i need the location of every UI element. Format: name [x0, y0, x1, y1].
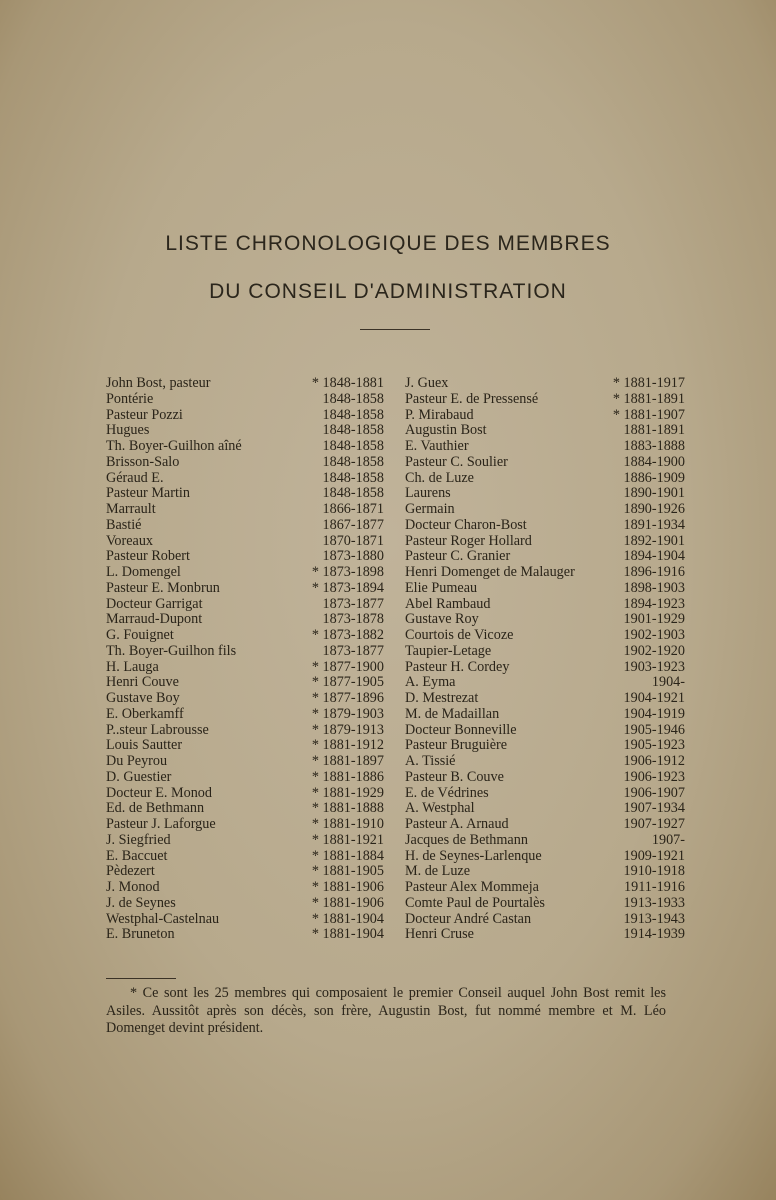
member-row: [106, 707, 384, 723]
member-name: Pèdezert: [106, 863, 155, 880]
member-name: Pasteur Roger Hollard: [405, 532, 532, 549]
member-row: [106, 723, 384, 739]
member-row: [405, 754, 685, 770]
member-name: Docteur André Castan: [405, 910, 532, 927]
member-years: * 1881-1888: [311, 800, 384, 817]
member-name: J. Guex: [405, 375, 449, 391]
member-years: * 1881-1910: [311, 816, 384, 832]
member-name: Ch. de Luze: [405, 469, 474, 486]
member-years: 1890-1926: [623, 501, 685, 517]
member-years: * 1881-1907: [612, 406, 685, 423]
member-row: [405, 660, 685, 676]
member-name: Pasteur C. Granier: [405, 548, 511, 565]
member-years: * 1877-1900: [311, 658, 384, 675]
member-years: * 1881-1884: [311, 847, 384, 864]
member-years: 1894-1923: [623, 595, 685, 612]
member-years: 1909-1921: [623, 847, 685, 864]
member-row: [106, 849, 384, 865]
member-name: Pasteur Bruguière: [405, 737, 508, 754]
member-years: 1914-1939: [623, 926, 685, 943]
member-years: 1890-1901: [623, 485, 685, 502]
member-name: Pasteur Martin: [106, 485, 190, 502]
member-row: [405, 691, 685, 707]
member-row: [106, 518, 384, 534]
member-row: [405, 801, 685, 817]
member-name: Germain: [405, 501, 455, 517]
member-name: Voreaux: [106, 532, 154, 549]
member-name: Augustin Bost: [405, 422, 487, 439]
member-name: Courtois de Vicoze: [405, 627, 514, 643]
member-name: Louis Sautter: [106, 737, 183, 754]
member-row: [405, 486, 685, 502]
member-years: 1905-1923: [623, 737, 685, 754]
member-row: [405, 833, 685, 849]
member-name: D. Guestier: [106, 768, 172, 785]
member-row: [106, 376, 384, 392]
member-row: [106, 597, 384, 613]
member-years: * 1881-1906: [311, 879, 384, 895]
member-row: [405, 786, 685, 802]
member-name: Brisson-Salo: [106, 453, 180, 470]
member-name: M. de Luze: [405, 863, 471, 880]
member-years: 1906-1923: [623, 768, 685, 785]
member-years: 1896-1916: [623, 564, 685, 580]
member-name: Pasteur E. de Pressensé: [405, 390, 539, 407]
member-name: Ed. de Bethmann: [106, 800, 205, 817]
members-list-left: [106, 376, 384, 943]
member-row: [405, 502, 685, 518]
member-name: H. Lauga: [106, 658, 159, 675]
member-years: 1867-1877: [322, 516, 384, 533]
member-row: [106, 549, 384, 565]
member-name: Pasteur E. Monbrun: [106, 579, 220, 596]
member-years: 1913-1933: [623, 894, 685, 911]
member-name: Elie Pumeau: [405, 579, 478, 596]
member-row: [405, 534, 685, 550]
member-row: [405, 612, 685, 628]
member-name: E. Bruneton: [106, 926, 175, 943]
member-name: Hugues: [106, 422, 150, 439]
member-years: 1873-1877: [322, 642, 384, 659]
member-years: * 1879-1903: [311, 705, 384, 722]
member-years: * 1848-1881: [311, 375, 384, 391]
member-name: Pontérie: [106, 390, 154, 407]
member-years: 1848-1858: [322, 438, 384, 454]
member-name: P. Mirabaud: [405, 406, 474, 423]
member-years: 1911-1916: [624, 879, 685, 895]
member-row: [106, 628, 384, 644]
member-years: 1866-1871: [322, 501, 384, 517]
member-years: 1906-1907: [623, 784, 685, 801]
member-name: Pasteur Robert: [106, 548, 190, 565]
member-row: [405, 675, 685, 691]
member-years: * 1877-1905: [311, 674, 384, 691]
member-years: 1898-1903: [623, 579, 685, 596]
member-years: * 1881-1886: [311, 768, 384, 785]
member-years: 1873-1878: [322, 611, 384, 628]
member-years: 1848-1858: [322, 453, 384, 470]
member-years: * 1881-1905: [311, 863, 384, 880]
member-years: 1902-1903: [623, 627, 685, 643]
member-row: [106, 392, 384, 408]
member-row: [405, 471, 685, 487]
member-years: 1873-1877: [322, 595, 384, 612]
member-row: [405, 423, 685, 439]
member-row: [405, 723, 685, 739]
member-years: * 1881-1912: [311, 737, 384, 754]
member-name: Comte Paul de Pourtalès: [405, 894, 545, 911]
member-years: 1848-1858: [322, 390, 384, 407]
member-years: 1848-1858: [322, 406, 384, 423]
member-name: J. Monod: [106, 879, 160, 895]
member-years: * 1881-1904: [311, 910, 384, 927]
member-row: [106, 896, 384, 912]
member-row: [106, 581, 384, 597]
member-row: [106, 691, 384, 707]
member-row: [405, 849, 685, 865]
member-row: [405, 628, 685, 644]
member-name: Docteur Garrigat: [106, 595, 203, 612]
member-name: Gustave Roy: [405, 611, 479, 628]
member-years: 1884-1900: [623, 453, 685, 470]
member-row: [106, 927, 384, 943]
title-line-2: DU CONSEIL D'ADMINISTRATION: [209, 280, 567, 303]
member-row: [405, 770, 685, 786]
member-name: Du Peyrou: [106, 753, 168, 769]
member-row: [405, 817, 685, 833]
member-name: Henri Domenget de Malauger: [405, 564, 575, 580]
member-name: E. de Védrines: [405, 784, 489, 801]
members-list-right: [405, 376, 685, 943]
member-years: 1848-1858: [322, 469, 384, 486]
member-row: [405, 439, 685, 455]
member-name: Marrault: [106, 501, 156, 517]
member-name: Laurens: [405, 485, 451, 502]
member-row: [405, 738, 685, 754]
member-name: Pasteur A. Arnaud: [405, 816, 509, 832]
member-row: [106, 864, 384, 880]
member-name: H. de Seynes-Larlenque: [405, 847, 542, 864]
member-years: 1910-1918: [623, 863, 685, 880]
member-name: Géraud E.: [106, 469, 164, 486]
member-name: J. Siegfried: [106, 831, 171, 848]
member-row: [405, 896, 685, 912]
member-name: L. Domengel: [106, 564, 181, 580]
member-row: [405, 912, 685, 928]
member-years: * 1881-1917: [612, 375, 685, 391]
member-row: [106, 675, 384, 691]
member-name: Pasteur Pozzi: [106, 406, 183, 423]
footnote: * Ce sont les 25 membres qui composaient le premier Conseil auquel John Bost remit les Asiles. Aussitôt après son décès, son frère, Augustin Bost, fut nommé membre et M. Léo Domenget devint président.: [106, 985, 666, 1036]
member-years: 1902-1920: [623, 642, 685, 659]
member-name: Abel Rambaud: [405, 595, 491, 612]
member-row: [405, 707, 685, 723]
member-years: 1894-1904: [623, 548, 685, 565]
member-name: G. Fouignet: [106, 627, 174, 643]
member-name: Th. Boyer-Guilhon aîné: [106, 438, 242, 454]
member-years: * 1881-1929: [311, 784, 384, 801]
member-years: 1873-1880: [322, 548, 384, 565]
member-row: [106, 660, 384, 676]
member-years: 1905-1946: [623, 721, 685, 738]
member-name: P..steur Labrousse: [106, 721, 209, 738]
member-row: [405, 597, 685, 613]
member-row: [405, 376, 685, 392]
member-row: [106, 471, 384, 487]
member-row: [405, 927, 685, 943]
member-years: 1904-1921: [623, 690, 685, 706]
footnote-divider: [106, 978, 176, 979]
member-row: [405, 392, 685, 408]
member-years: * 1881-1921: [311, 831, 384, 848]
member-row: [106, 786, 384, 802]
member-name: Th. Boyer-Guilhon fils: [106, 642, 237, 659]
member-name: John Bost, pasteur: [106, 375, 211, 391]
member-years: 1904-: [651, 674, 685, 691]
member-years: * 1881-1891: [612, 390, 685, 407]
member-name: D. Mestrezat: [405, 690, 479, 706]
member-row: [106, 439, 384, 455]
member-row: [405, 644, 685, 660]
member-name: Marraud-Dupont: [106, 611, 203, 628]
member-years: 1891-1934: [623, 516, 685, 533]
member-row: [106, 754, 384, 770]
member-row: [405, 880, 685, 896]
member-row: [405, 408, 685, 424]
member-name: M. de Madaillan: [405, 705, 500, 722]
member-years: 1907-1934: [623, 800, 685, 817]
member-years: * 1873-1882: [311, 627, 384, 643]
member-name: Pasteur Alex Mommeja: [405, 879, 539, 895]
member-name: E. Vauthier: [405, 438, 469, 454]
member-years: 1906-1912: [623, 753, 685, 769]
member-name: E. Baccuet: [106, 847, 168, 864]
member-name: Bastié: [106, 516, 142, 533]
member-name: Pasteur B. Couve: [405, 768, 504, 785]
member-row: [106, 565, 384, 581]
member-years: 1848-1858: [322, 422, 384, 439]
member-years: 1907-: [651, 831, 685, 848]
member-row: [106, 612, 384, 628]
member-years: 1892-1901: [623, 532, 685, 549]
member-name: Henri Cruse: [405, 926, 474, 943]
member-years: * 1879-1913: [311, 721, 384, 738]
member-row: [106, 455, 384, 471]
member-row: [106, 644, 384, 660]
member-years: * 1881-1904: [311, 926, 384, 943]
member-years: 1870-1871: [322, 532, 384, 549]
member-name: Henri Couve: [106, 674, 179, 691]
member-name: A. Tissié: [405, 753, 456, 769]
member-name: A. Eyma: [405, 674, 456, 691]
member-years: 1904-1919: [623, 705, 685, 722]
member-years: 1883-1888: [623, 438, 685, 454]
member-name: Gustave Boy: [106, 690, 180, 706]
member-name: Pasteur J. Laforgue: [106, 816, 216, 832]
member-years: 1907-1927: [623, 816, 685, 832]
member-name: Docteur E. Monod: [106, 784, 212, 801]
member-years: 1903-1923: [623, 658, 685, 675]
member-row: [106, 801, 384, 817]
member-row: [405, 864, 685, 880]
member-name: Pasteur C. Soulier: [405, 453, 508, 470]
member-years: 1913-1943: [623, 910, 685, 927]
member-row: [106, 408, 384, 424]
member-years: * 1873-1898: [311, 564, 384, 580]
member-years: 1886-1909: [623, 469, 685, 486]
member-row: [405, 549, 685, 565]
member-years: 1881-1891: [623, 422, 685, 439]
member-row: [106, 880, 384, 896]
member-years: * 1873-1894: [311, 579, 384, 596]
member-row: [405, 565, 685, 581]
member-row: [106, 486, 384, 502]
member-years: * 1881-1897: [311, 753, 384, 769]
member-years: * 1881-1906: [311, 894, 384, 911]
member-name: E. Oberkamff: [106, 705, 184, 722]
member-years: 1848-1858: [322, 485, 384, 502]
member-name: Docteur Bonneville: [405, 721, 517, 738]
member-name: Taupier-Letage: [405, 642, 492, 659]
title-line-1: LISTE CHRONOLOGIQUE DES MEMBRES: [165, 232, 611, 255]
member-row: [106, 738, 384, 754]
member-row: [106, 912, 384, 928]
member-row: [405, 455, 685, 471]
member-name: J. de Seynes: [106, 894, 176, 911]
member-row: [106, 833, 384, 849]
member-row: [106, 534, 384, 550]
member-row: [106, 423, 384, 439]
member-years: * 1877-1896: [311, 690, 384, 706]
member-row: [405, 518, 685, 534]
member-name: Westphal-Castelnau: [106, 910, 220, 927]
member-row: [405, 581, 685, 597]
member-row: [106, 817, 384, 833]
member-name: A. Westphal: [405, 800, 475, 817]
title-divider: [360, 329, 430, 330]
member-name: Docteur Charon-Bost: [405, 516, 527, 533]
member-years: 1901-1929: [623, 611, 685, 628]
member-row: [106, 502, 384, 518]
member-name: Jacques de Bethmann: [405, 831, 528, 848]
member-name: Pasteur H. Cordey: [405, 658, 510, 675]
member-row: [106, 770, 384, 786]
